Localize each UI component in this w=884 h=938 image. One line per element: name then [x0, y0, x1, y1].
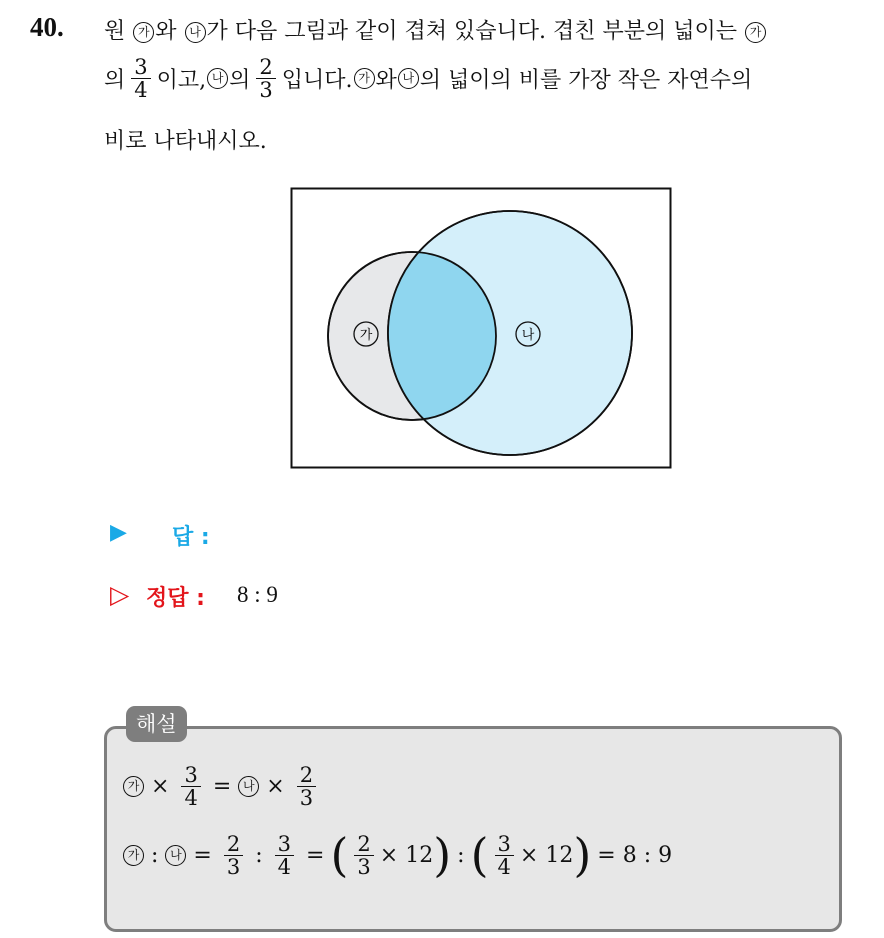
colon: :	[457, 842, 465, 868]
answer-label: 답 :	[172, 525, 210, 550]
denominator: 4	[181, 786, 200, 809]
fraction-two-thirds	[256, 56, 275, 101]
numerator: 2	[226, 831, 241, 856]
denominator: 3	[256, 78, 275, 101]
circle-ga-symbol: 가	[133, 22, 154, 43]
colon: :	[151, 842, 159, 868]
text: 이고,	[156, 68, 207, 93]
left-paren: (	[470, 828, 489, 882]
times-sign: ×	[151, 774, 170, 799]
left-paren: (	[330, 828, 349, 882]
fraction	[354, 833, 373, 878]
explanation-tab: 해설	[126, 706, 187, 742]
text: 와	[155, 19, 184, 44]
circle-ga-symbol: 가	[123, 845, 144, 866]
equals-sign: =	[306, 842, 325, 868]
numerator: 3	[497, 831, 511, 856]
question-number: 40.	[30, 12, 64, 42]
correct-value: 8 : 9	[237, 582, 278, 607]
circle-na-symbol: 나	[238, 776, 259, 797]
circle-ga-symbol: 가	[354, 68, 375, 89]
explanation-equation-1	[122, 764, 322, 809]
fraction	[224, 833, 243, 878]
denominator: 4	[495, 855, 514, 878]
text: 입니다.	[281, 68, 353, 93]
numerator: 2	[259, 55, 273, 79]
text: 원	[104, 19, 133, 44]
denominator: 4	[131, 78, 150, 101]
numerator: 2	[299, 763, 314, 787]
denominator: 3	[297, 786, 316, 809]
fraction	[297, 764, 316, 809]
correct-label: 정답 :	[146, 586, 205, 611]
question-line-2	[104, 56, 752, 101]
denominator: 4	[275, 855, 294, 878]
circle-na-symbol: 나	[398, 68, 419, 89]
label-ga: 가	[359, 328, 373, 343]
colon: :	[255, 842, 263, 868]
question-line-1	[104, 14, 767, 45]
equals-sign: =	[193, 842, 212, 868]
denominator: 3	[224, 855, 243, 878]
numerator: 3	[134, 55, 148, 79]
text: 가 다음 그림과 같이 겹쳐 있습니다. 겹친 부분의 넓이는	[206, 19, 744, 44]
venn-figure	[290, 187, 672, 469]
circle-na-symbol: 나	[207, 68, 228, 89]
fraction	[495, 833, 514, 878]
times-sign: ×	[266, 774, 285, 799]
numerator: 2	[357, 831, 371, 856]
circle-na-symbol: 나	[165, 845, 186, 866]
fraction	[275, 833, 294, 878]
right-paren: )	[433, 828, 452, 882]
text: 의 넓이의 비를 가장 작은 자연수의	[419, 68, 753, 93]
equals-sign: =	[212, 774, 232, 799]
numerator: 3	[277, 831, 292, 856]
correct-arrow-icon: ▷	[110, 580, 130, 609]
question-line-3: 비로 나타내시오.	[104, 129, 267, 154]
right-paren: )	[573, 828, 592, 882]
denominator: 3	[354, 855, 373, 878]
circle-ga-symbol: 가	[123, 776, 144, 797]
fraction	[181, 764, 200, 809]
explanation-equation-2	[122, 828, 678, 882]
text: 의	[229, 68, 251, 93]
times-twelve: × 12	[379, 842, 434, 868]
circle-ga-symbol: 가	[745, 22, 766, 43]
circle-na-symbol: 나	[185, 22, 206, 43]
fraction-three-quarters	[131, 56, 150, 101]
times-twelve: × 12	[519, 842, 574, 868]
answer-input[interactable]	[210, 518, 610, 548]
answer-arrow-icon: ▶	[110, 520, 127, 545]
text: 의	[104, 68, 126, 93]
label-na: 나	[521, 328, 535, 343]
numerator: 3	[184, 763, 198, 787]
text: 와	[375, 68, 397, 93]
result: = 8 : 9	[597, 842, 673, 868]
